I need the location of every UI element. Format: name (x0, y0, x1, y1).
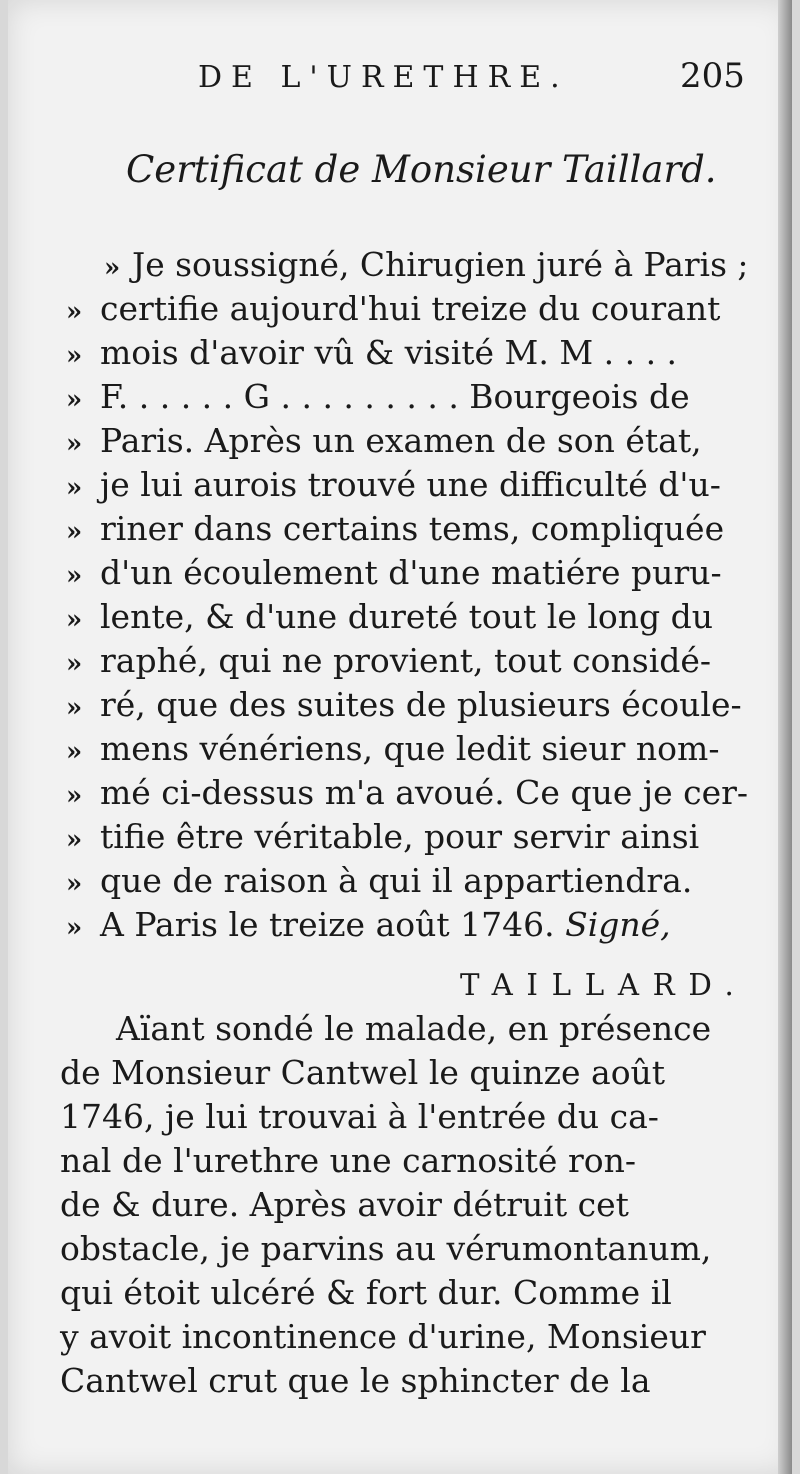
quote-marker: » (66, 869, 83, 899)
body-line: 1746, je lui trouvai à l'entrée du ca- (60, 1097, 659, 1136)
quote-marker: » (104, 253, 121, 283)
quote-marker: » (66, 517, 83, 547)
certificate-line: certifie aujourd'hui treize du courant (100, 289, 721, 328)
running-head: DE L'URETHRE. (198, 60, 569, 95)
quote-marker: » (66, 649, 83, 679)
certificate-line: ré, que des suites de plusieurs écoule- (100, 685, 742, 724)
body-line: y avoit incontinence d'urine, Monsieur (60, 1317, 706, 1356)
signature: TAILLARD. (460, 968, 748, 1003)
body-line: de & dure. Après avoir détruit cet (60, 1185, 629, 1224)
quote-marker: » (66, 429, 83, 459)
quote-marker: » (66, 913, 83, 943)
quote-marker: » (66, 605, 83, 635)
certificate-title: Certificat de Monsieur Taillard. (126, 148, 717, 191)
signed-label: Signé, (565, 905, 671, 944)
quote-marker: » (66, 781, 83, 811)
certificate-line: mois d'avoir vû & visité M. M . . . . (100, 333, 678, 372)
page-gutter (778, 0, 792, 1474)
body-line: de Monsieur Cantwel le quinze août (60, 1053, 666, 1092)
certificate-line: mens vénériens, que ledit sieur nom- (100, 729, 720, 768)
quote-marker: » (66, 737, 83, 767)
body-line: qui étoit ulcéré & fort dur. Comme il (60, 1273, 672, 1312)
quote-marker: » (66, 473, 83, 503)
body-line: nal de l'urethre une carnosité ron- (60, 1141, 637, 1180)
certificate-line: Je soussigné, Chirugien juré à Paris ; (132, 245, 749, 284)
body-line: Cantwel crut que le sphincter de la (60, 1361, 651, 1400)
body-line: obstacle, je parvins au vérumontanum, (60, 1229, 712, 1268)
quote-marker: » (66, 385, 83, 415)
certificate-line: je lui aurois trouvé une difficulté d'u- (100, 465, 721, 504)
certificate-date-line: A Paris le treize août 1746. (100, 905, 555, 944)
page-number: 205 (680, 56, 745, 96)
quote-marker: » (66, 297, 83, 327)
certificate-line: mé ci-dessus m'a avoué. Ce que je cer- (100, 773, 749, 812)
book-page (8, 0, 792, 1474)
quote-marker: » (66, 561, 83, 591)
quote-marker: » (66, 825, 83, 855)
body-line: Aïant sondé le malade, en présence (116, 1009, 712, 1048)
quote-marker: » (66, 693, 83, 723)
certificate-line: riner dans certains tems, compliquée (100, 509, 725, 548)
quote-marker: » (66, 341, 83, 371)
certificate-line: lente, & d'une dureté tout le long du (100, 597, 714, 636)
certificate-line (100, 905, 671, 944)
certificate-line: F. . . . . . G . . . . . . . . . Bourgeois de (100, 377, 690, 416)
certificate-line: que de raison à qui il appartiendra. (100, 861, 693, 900)
certificate-line: raphé, qui ne provient, tout considé- (100, 641, 712, 680)
certificate-line: d'un écoulement d'une matiére puru- (100, 553, 722, 592)
certificate-line: tifie être véritable, pour servir ainsi (100, 817, 700, 856)
certificate-line: Paris. Après un examen de son état, (100, 421, 702, 460)
